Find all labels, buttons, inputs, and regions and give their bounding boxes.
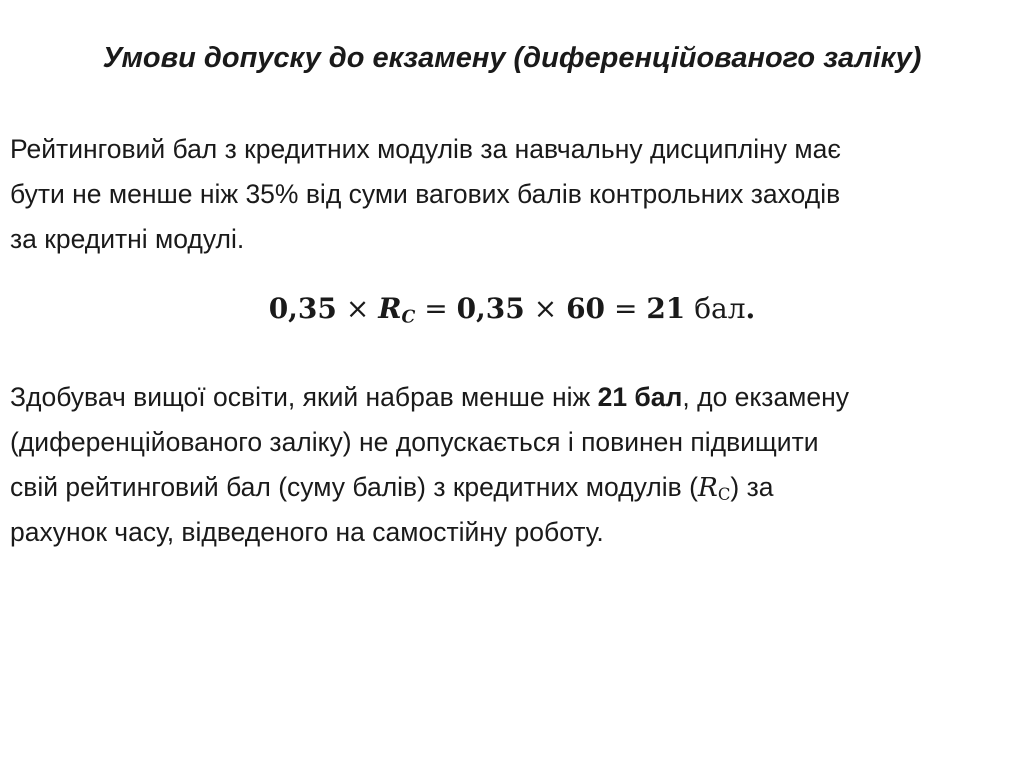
formula-multiply-sign: ×	[533, 292, 558, 325]
formula-unit: бал	[694, 292, 746, 325]
paragraph-line: рахунок часу, відведеного на самостійну роботу.	[10, 517, 604, 547]
formula-coefficient: 0,35	[456, 292, 525, 325]
paragraph-line	[10, 465, 1010, 510]
formula-variable	[378, 292, 416, 328]
formula-variable-name: R	[378, 292, 402, 325]
paragraph-line: (диференційованого заліку) не допускається і повинен підвищити	[10, 427, 819, 457]
paragraph-line: Рейтинговий бал з кредитних модулів за навчальну дисципліну має	[10, 134, 841, 164]
paragraph-line: за кредитні модулі.	[10, 224, 245, 254]
paragraph-line: бути не менше ніж 35% від суми вагових балів контрольних заходів	[10, 179, 841, 209]
formula-coefficient: 0,35	[268, 292, 337, 325]
inline-variable	[698, 472, 731, 503]
admission-rule-paragraph	[10, 375, 1010, 555]
paragraph-text: свій рейтинговий бал (суму балів) з кредитних модулів (	[10, 472, 698, 502]
threshold-points-bold: 21 бал	[597, 382, 683, 412]
rating-requirement-paragraph	[10, 127, 1010, 262]
formula-equals-sign: =	[613, 292, 638, 325]
slide-title: Умови допуску до екзамену (диференційованого заліку)	[102, 42, 922, 74]
threshold-formula	[0, 289, 1024, 329]
inline-variable-subscript: C	[717, 485, 731, 505]
formula-total-points: 60	[566, 292, 606, 325]
paragraph-text: ) за	[730, 472, 774, 502]
paragraph-text: Здобувач вищої освіти, який набрав менше ніж	[10, 382, 591, 412]
formula-variable-subscript: C	[401, 307, 416, 328]
paragraph-text: , до екзамену	[682, 382, 850, 412]
formula-result: 21	[646, 292, 686, 325]
formula-equals-sign: =	[424, 292, 448, 325]
paragraph-line	[10, 375, 1010, 420]
formula-multiply-sign: ×	[345, 292, 370, 325]
inline-variable-name: R	[697, 472, 718, 503]
formula-period: .	[745, 292, 756, 325]
